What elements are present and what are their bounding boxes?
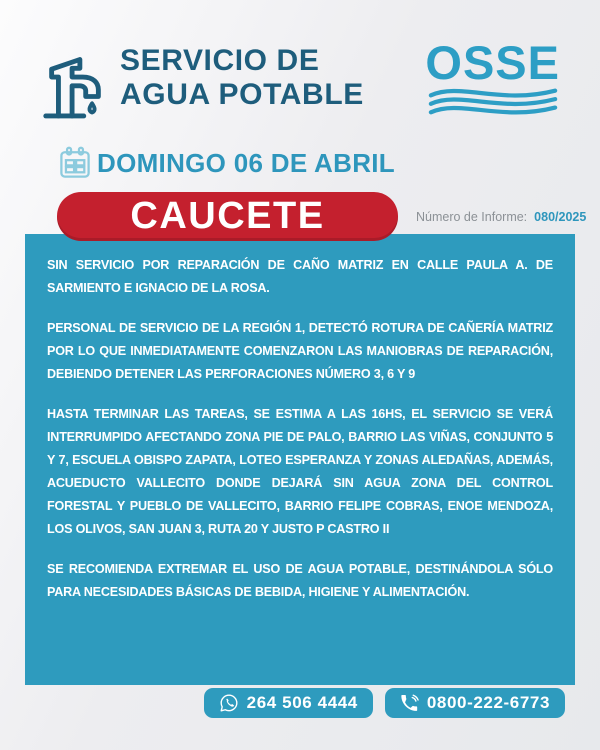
date-row <box>58 146 600 180</box>
header <box>0 0 600 122</box>
osse-logo <box>425 36 560 117</box>
phone-number: 0800-222-6773 <box>426 693 550 712</box>
date-text: DOMINGO 06 DE ABRIL <box>97 147 395 178</box>
report-number-label: Número de Informe: <box>416 209 528 224</box>
notice-paragraph-3: HASTA TERMINAR LAS TAREAS, SE ESTIMA A LAS 16HS, EL SERVICIO SE VERÁ INTERRUMPIDO AFECTANDO ZONA PIE DE PALO, BARRIO LAS VIÑAS, CONJUNTO 5 Y 7, ESCUELA OBISPO ZAPATA, LOTEO ESPERANZA Y ZONAS ALEDAÑAS, ADEMÁS, ACUEDUCTO VALLECITO DONDE DEJARÁ SIN AGUA ZONA DEL CONTROL FORESTAL Y PUEBLO DE VALLECITO, BARRIO FELIPE COBRAS, ENOE MENDOZA, LOS OLIVOS, SAN JUAN 3, RUTA 20 Y JUSTO P CASTRO II <box>47 407 553 536</box>
notice-paragraph-1: SIN SERVICIO POR REPARACIÓN DE CAÑO MATRIZ EN CALLE PAULA A. DE SARMIENTO E IGNACIO DE LA ROSA. <box>47 258 553 295</box>
brand <box>38 35 364 121</box>
report-number-value: 080/2025 <box>534 209 587 224</box>
service-title-line1: SERVICIO DE <box>120 44 320 78</box>
phone-icon <box>400 694 419 713</box>
calendar-icon <box>58 146 92 180</box>
location-banner <box>57 192 398 241</box>
notice-box <box>25 234 575 685</box>
footer-contacts <box>204 688 565 718</box>
notice-paragraph-4: SE RECOMIENDA EXTREMAR EL USO DE AGUA POTABLE, DESTINÁNDOLA SÓLO PARA NECESIDADES BÁSICAS DE BEBIDA, HIGIENE Y ALIMENTACIÓN. <box>47 562 553 599</box>
location-name: CAUCETE <box>130 195 325 237</box>
phone-contact-button[interactable] <box>385 688 565 718</box>
whatsapp-number: 264 506 4444 <box>246 693 358 712</box>
service-title <box>120 44 364 112</box>
whatsapp-icon <box>219 693 239 713</box>
osse-logo-text: OSSE <box>425 36 560 90</box>
banner-row <box>0 192 600 241</box>
service-title-line2: AGUA POTABLE <box>120 78 364 111</box>
whatsapp-contact-button[interactable] <box>204 688 373 718</box>
notice-paragraph-2: PERSONAL DE SERVICIO DE LA REGIÓN 1, DETECTÓ ROTURA DE CAÑERÍA MATRIZ POR LO QUE INMEDIATAMENTE COMENZARON LAS MANIOBRAS DE REPARACIÓN, DEBIENDO DETENER LAS PERFORACIONES NÚMERO 3, 6 Y 9 <box>47 321 553 381</box>
report-number-group <box>416 210 586 224</box>
faucet-icon <box>38 35 112 121</box>
water-waves-icon <box>426 83 560 117</box>
